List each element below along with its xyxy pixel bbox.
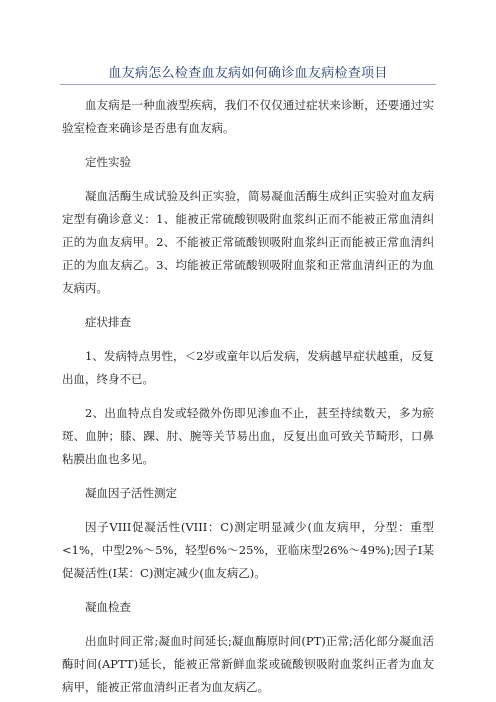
paragraph-factor-activity: 因子VIII促凝活性(VIII：C)测定明显减少(血友病甲，分型：重型<1%，中型2%～5%，轻型6%～25%，亚临床型26%～49%);因子I某促凝活性(I某：C)测定减少(血友病乙)。 bbox=[62, 520, 434, 580]
section-heading-symptom-screening: 症状排查 bbox=[85, 315, 131, 329]
paragraph-bleeding-features: 2、出血特点自发或轻微外伤即见渗血不止，甚至持续数天，多为瘀斑、血肿；膝、踝、肘、腕等关节易出血，反复出血可致关节畸形，口鼻粘膜出血也多见。 bbox=[62, 406, 434, 466]
paragraph-intro: 血友病是一种血液型疾病，我们不仅仅通过症状来诊断，还要通过实验室检查来确诊是否患有血友病。 bbox=[62, 98, 434, 135]
title-divider bbox=[60, 84, 436, 85]
document-body bbox=[62, 94, 434, 702]
paragraph-qualitative-test: 凝血活酶生成试验及纠正实验，简易凝血活酶生成纠正实验对血友病定型有确诊意义：1、能被正常硫酸钡吸附血浆纠正而不能被正常血清纠正的为血友病甲。2、不能被正常硫酸钡吸附血浆纠正而能被正常血清纠正的为血友病乙。3、均能被正常硫酸钡吸附血浆和正常血清纠正的为血友病丙。 bbox=[62, 189, 434, 295]
paragraph-onset-features: 1、发病特点男性，＜2岁或童年以后发病，发病越早症状越重，反复出血，终身不已。 bbox=[62, 349, 434, 386]
section-heading-factor-activity: 凝血因子活性测定 bbox=[85, 486, 177, 500]
section-heading-qualitative-test: 定性实验 bbox=[85, 155, 131, 169]
document-title: 血友病怎么检查血友病如何确诊血友病检查项目 bbox=[108, 66, 388, 81]
section-heading-coagulation-test: 凝血检查 bbox=[85, 600, 131, 614]
paragraph-coagulation-test: 出血时间正常;凝血时间延长;凝血酶原时间(PT)正常;活化部分凝血活酶时间(APTT)延长，能被正常新鲜血浆或硫酸钡吸附血浆纠正者为血友病甲，能被正常血清纠正者为血友病乙。 bbox=[62, 634, 434, 694]
